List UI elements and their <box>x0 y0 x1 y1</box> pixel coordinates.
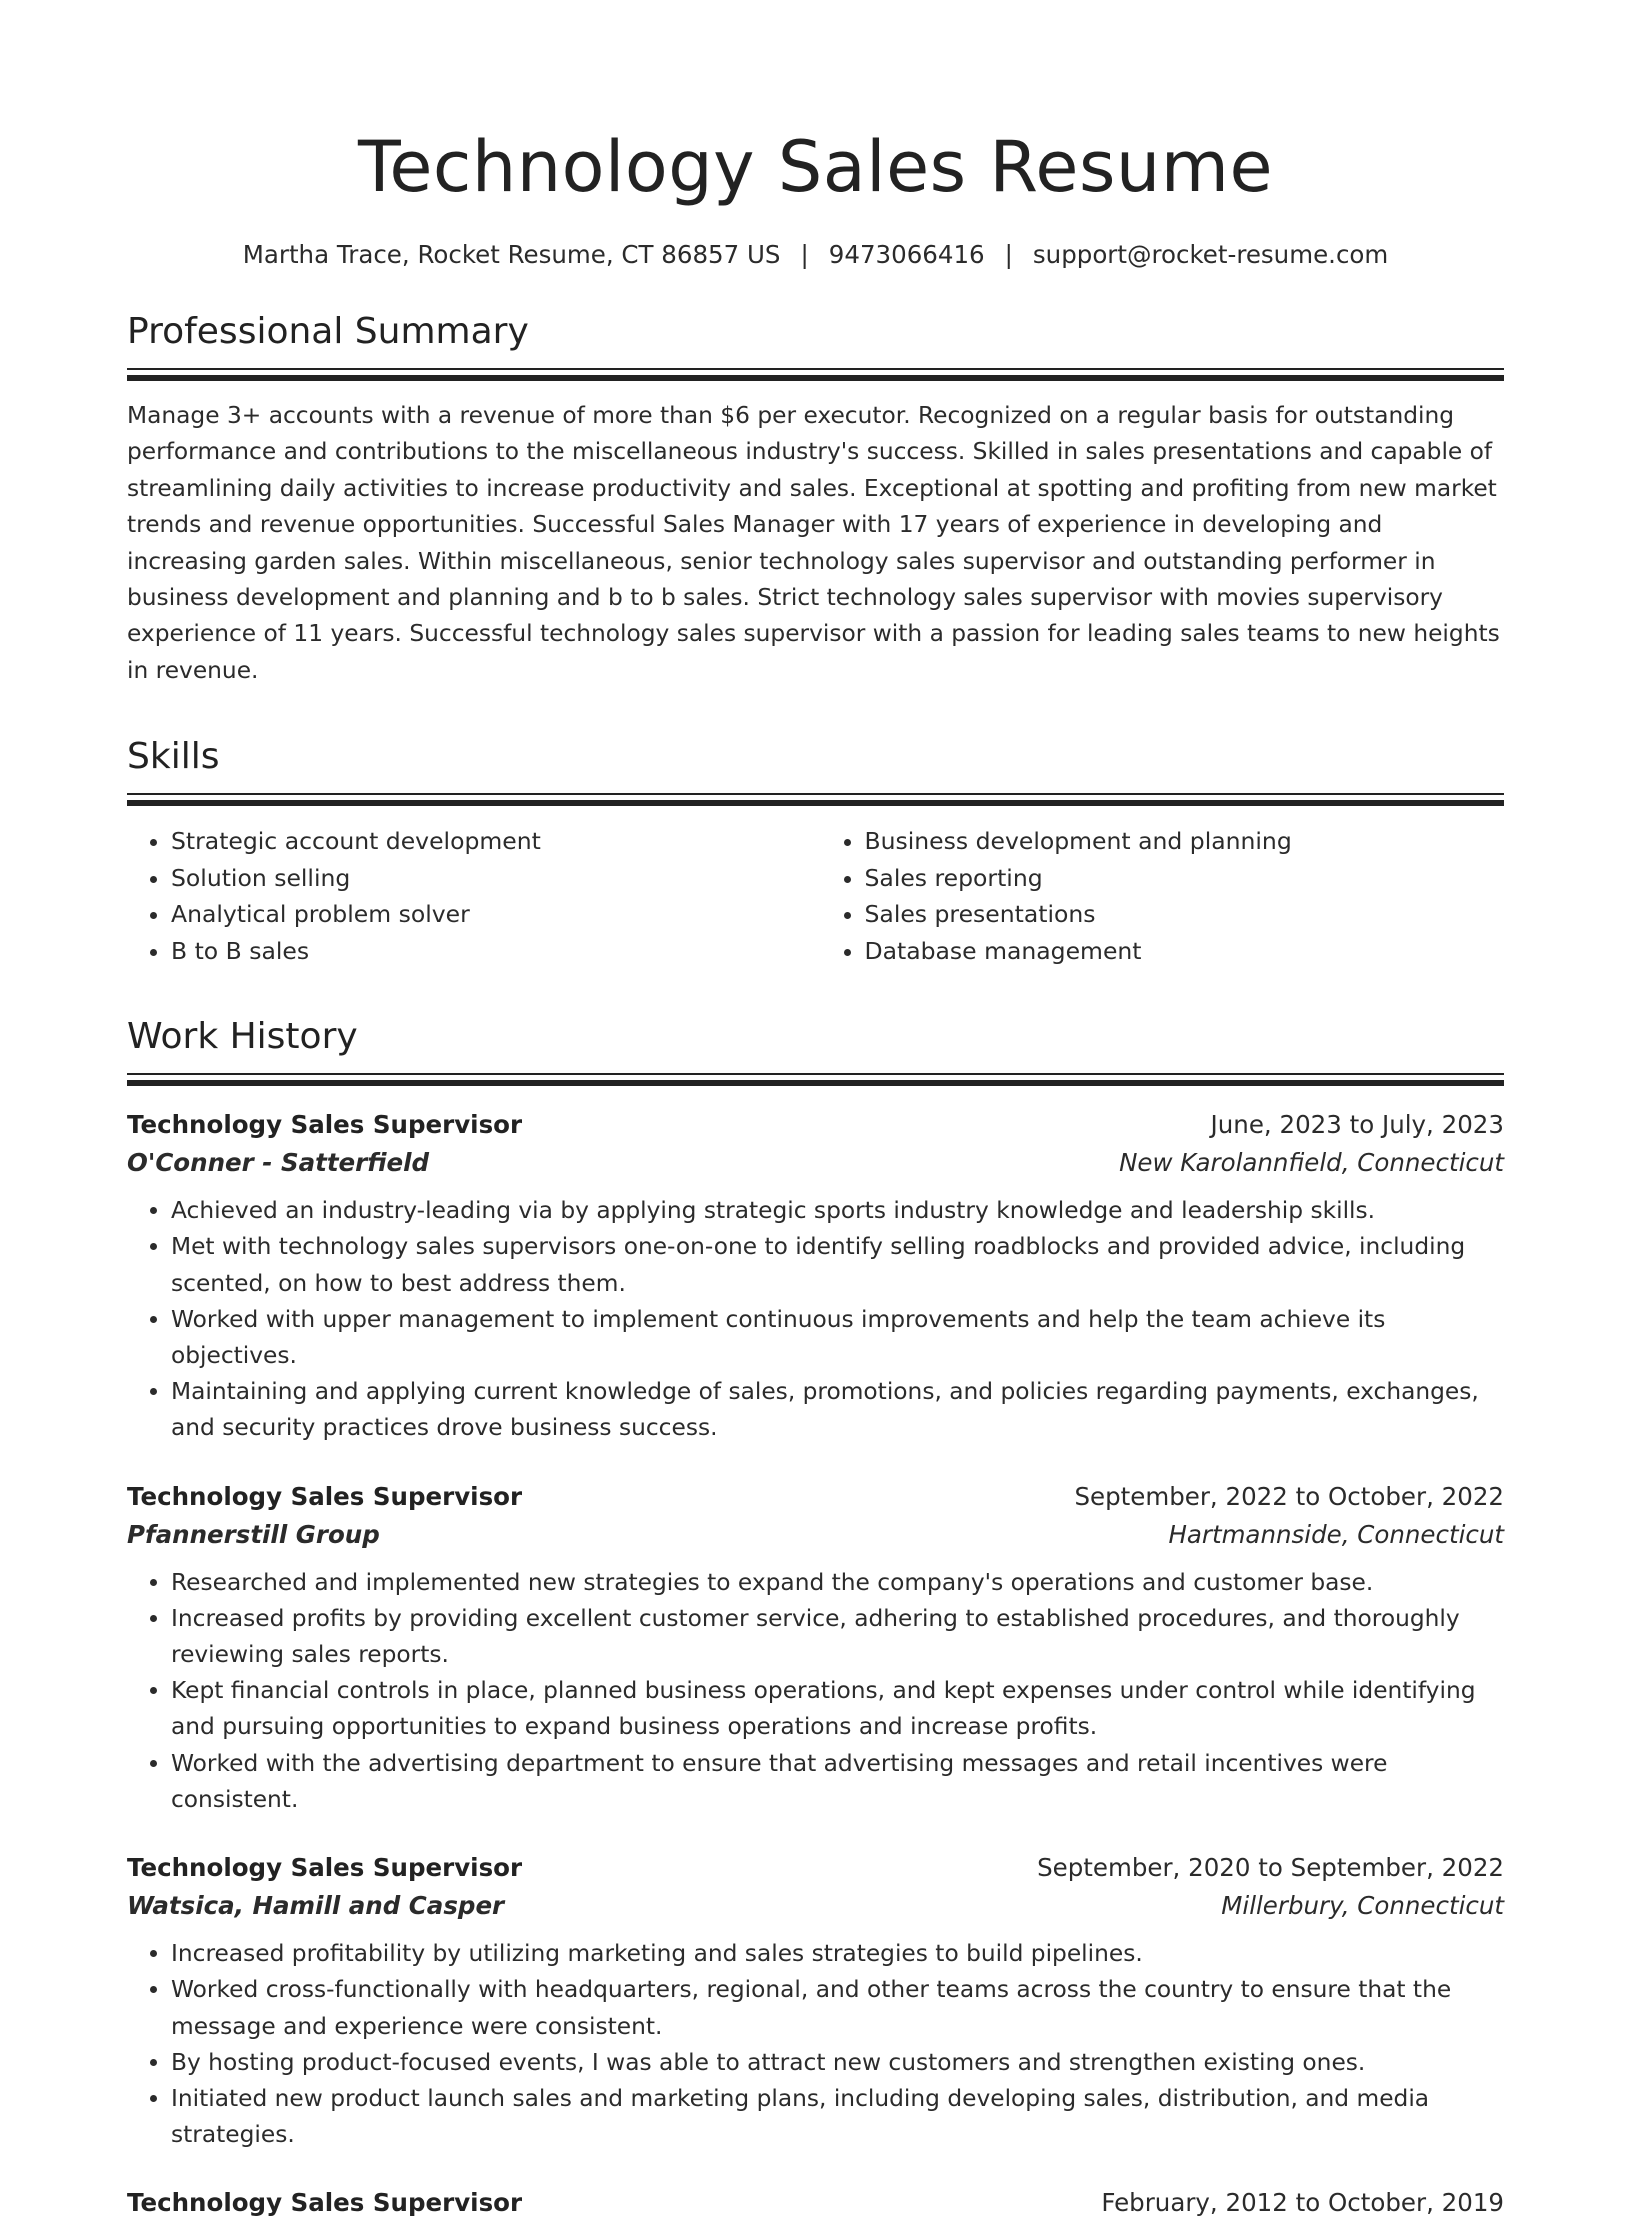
job-bullet: • Maintaining and applying current knowledge of sales, promotions, and policies regarding payments, exchanges, and security practices drove business success. <box>171 1374 1504 1446</box>
section-heading-summary: Professional Summary <box>127 311 529 352</box>
job-company: Pfannerstill Group <box>127 1519 380 1549</box>
job-bullet: • Researched and implemented new strategies to expand the company's operations and customer base. <box>171 1565 1504 1601</box>
job-dates: September, 2022 to October, 2022 <box>1074 1481 1504 1511</box>
job-dates: September, 2020 to September, 2022 <box>1037 1853 1504 1883</box>
job-bullet: • Worked cross-functionally with headquarters, regional, and other teams across the country to ensure that the message and experience were consistent. <box>171 1972 1504 2044</box>
skill-item: • Database management <box>865 933 1505 970</box>
resume-page <box>127 0 1504 2221</box>
skill-item: • B to B sales <box>171 933 807 970</box>
contact-phone: 9473066416 <box>828 240 985 269</box>
contact-address: Martha Trace, Rocket Resume, CT 86857 US <box>242 240 781 269</box>
contact-separator: | <box>800 240 809 269</box>
job-dates: June, 2023 to July, 2023 <box>1210 1110 1504 1140</box>
job-bullets <box>127 1565 1504 1818</box>
summary-text: Manage 3+ accounts with a revenue of more than $6 per executor. Recognized on a regular basis for outstanding performance and contributions to the miscellaneous industry's success. Skilled in sales presentations and capable of streamlining daily activities to increase productivity and sales. Exceptional at spotting and profiting from new market trends and revenue opportunities. Successful Sales Manager with 17 years of experience in developing and increasing garden sales. Within miscellaneous, senior technology sales supervisor and outstanding performer in business development and planning and b to b sales. Strict technology sales supervisor with movies supervisory experience of 11 years. Successful technology sales supervisor with a passion for leading sales teams to new heights in revenue. <box>127 402 1500 684</box>
job-bullet: • Achieved an industry-leading via by applying strategic sports industry knowledge and leadership skills. <box>171 1193 1504 1229</box>
section-divider <box>127 793 1504 809</box>
job-bullet: • Increased profitability by utilizing marketing and sales strategies to build pipelines. <box>171 1936 1504 1972</box>
section-divider <box>127 1073 1504 1089</box>
job-title: Technology Sales Supervisor <box>127 1110 523 1140</box>
job-entry <box>127 2185 1504 2221</box>
job-location: Hartmannside, Connecticut <box>1168 1519 1504 1549</box>
work-history-section <box>127 1015 1504 2221</box>
job-entry <box>127 1107 1504 1446</box>
job-bullet: • Initiated new product launch sales and marketing plans, including developing sales, distribution, and media strategies. <box>171 2081 1504 2153</box>
contact-line <box>127 240 1504 270</box>
job-bullets <box>127 1936 1504 2153</box>
job-dates: February, 2012 to October, 2019 <box>1101 2188 1504 2218</box>
job-bullet: • Worked with the advertising department to ensure that advertising messages and retail incentives were consistent. <box>171 1746 1504 1818</box>
job-entry <box>127 1479 1504 1818</box>
job-title: Technology Sales Supervisor <box>127 1853 523 1883</box>
skills-list-right <box>821 823 1505 969</box>
section-heading-skills: Skills <box>127 736 220 778</box>
professional-summary-section <box>127 310 1504 689</box>
job-bullet: • Increased profits by providing excellent customer service, adhering to established procedures, and thoroughly reviewing sales reports. <box>171 1601 1504 1673</box>
contact-email[interactable]: support@rocket-resume.com <box>1032 240 1389 269</box>
skill-item: • Sales reporting <box>865 860 1505 897</box>
skills-list-left <box>127 823 807 969</box>
job-company: O'Conner - Satterfield <box>127 1148 430 1178</box>
job-company: Watsica, Hamill and Casper <box>127 1891 505 1921</box>
skills-section <box>127 735 1504 969</box>
job-bullets <box>127 1193 1504 1446</box>
skill-item: • Sales presentations <box>865 896 1505 933</box>
job-entry <box>127 1850 1504 2153</box>
job-bullet: • Met with technology sales supervisors one-on-one to identify selling roadblocks and provided advice, including scented, on how to best address them. <box>171 1229 1504 1301</box>
skill-item: • Solution selling <box>171 860 807 897</box>
contact-separator: | <box>1004 240 1013 269</box>
job-location: Millerbury, Connecticut <box>1221 1891 1504 1921</box>
skill-item: • Business development and planning <box>865 823 1505 860</box>
resume-title: Technology Sales Resume <box>357 126 1274 208</box>
job-title: Technology Sales Supervisor <box>127 2188 523 2218</box>
skill-item: • Strategic account development <box>171 823 807 860</box>
skill-item: • Analytical problem solver <box>171 896 807 933</box>
job-title: Technology Sales Supervisor <box>127 1481 523 1511</box>
section-divider <box>127 368 1504 384</box>
section-heading-work-history: Work History <box>127 1016 358 1058</box>
job-bullet: • By hosting product-focused events, I was able to attract new customers and strengthen existing ones. <box>171 2045 1504 2081</box>
job-bullet: • Worked with upper management to implement continuous improvements and help the team achieve its objectives. <box>171 1302 1504 1374</box>
skills-columns <box>127 823 1504 969</box>
job-bullet: • Kept financial controls in place, planned business operations, and kept expenses under control while identifying and pursuing opportunities to expand business operations and increase profits. <box>171 1673 1504 1745</box>
job-location: New Karolannfield, Connecticut <box>1119 1148 1504 1178</box>
